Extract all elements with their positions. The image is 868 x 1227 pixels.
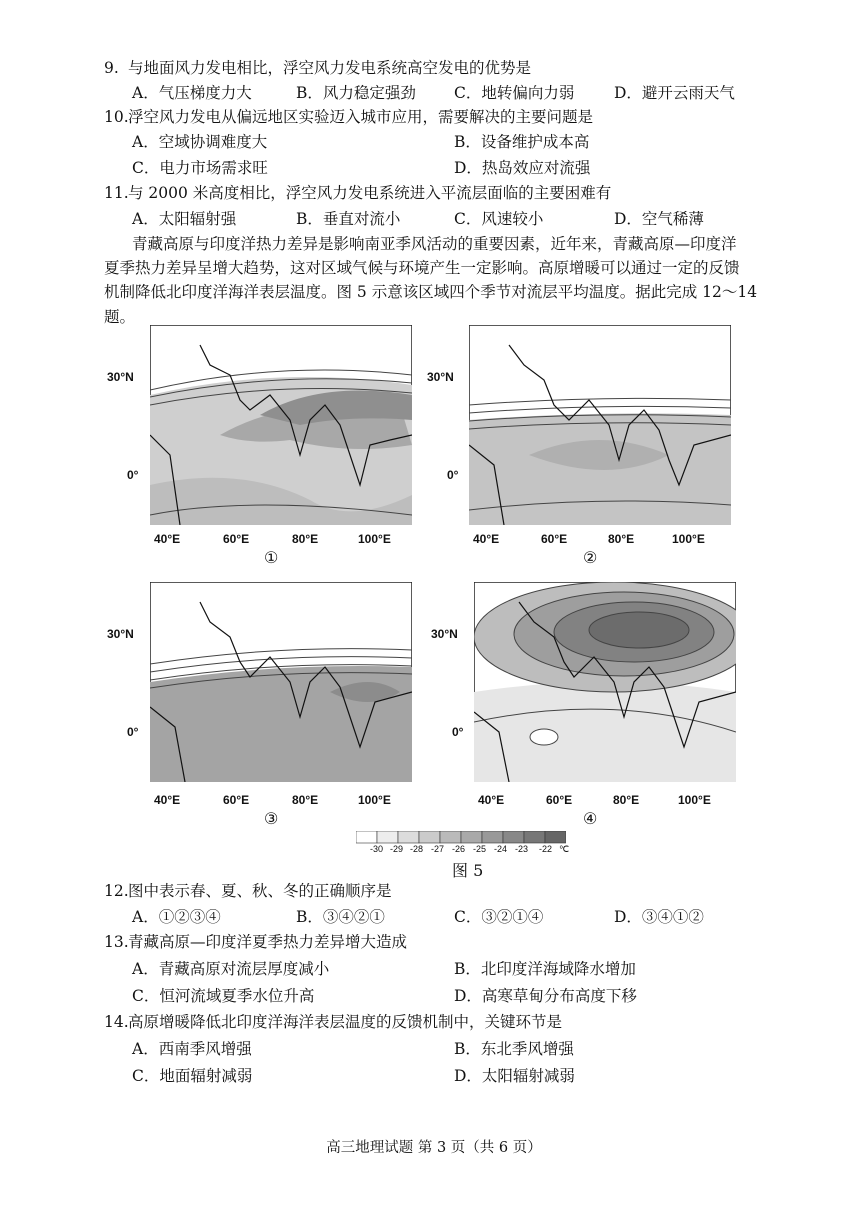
legend-swatch: [524, 831, 545, 843]
q12-option-c: C．③②①④: [454, 908, 544, 926]
legend-swatch: [545, 831, 566, 843]
legend-label-m28: -28: [410, 844, 424, 854]
q13-option-a: A．青藏高原对流层厚度减小: [132, 960, 330, 978]
p2-lon-40e: 40°E: [473, 532, 500, 546]
p4-lon-40e: 40°E: [478, 793, 505, 807]
p1-lon-60e: 60°E: [223, 532, 250, 546]
q9-option-c: C．地转偏向力弱: [454, 84, 575, 102]
p4-lat-30n: 30°N: [431, 627, 458, 641]
legend-label-m26: -26: [452, 844, 466, 854]
q14-option-d: D．太阳辐射减弱: [454, 1067, 575, 1085]
q12-option-d: D．③④①②: [614, 908, 704, 926]
question-10: 10.浮空风力发电从偏远地区实验迈入城市应用，需要解决的主要问题是: [104, 108, 594, 126]
p1-lon-80e: 80°E: [292, 532, 319, 546]
q12-option-a: A．①②③④: [132, 908, 221, 926]
p2-lon-60e: 60°E: [541, 532, 568, 546]
map-panel-2: [469, 325, 731, 525]
passage-line-3: 机制降低北印度洋海洋表层温度。图 5 示意该区域四个季节对流层平均温度。据此完成 12～14: [104, 283, 758, 301]
p3-lon-100e: 100°E: [358, 793, 391, 807]
legend-swatch: [419, 831, 440, 843]
panel-label-2: ②: [583, 548, 598, 567]
question-11: 11.与 2000 米高度相比，浮空风力发电系统进入平流层面临的主要困难有: [104, 184, 612, 202]
panel-label-1: ①: [264, 548, 279, 567]
q14-option-b: B．东北季风增强: [454, 1040, 574, 1058]
map-panel-4: [474, 582, 736, 782]
q11-option-a: A．太阳辐射强: [132, 210, 237, 228]
legend-swatch: [356, 831, 377, 843]
legend-color-bar: [356, 831, 566, 845]
legend-label-m25: -25: [473, 844, 487, 854]
p3-lat-30n: 30°N: [107, 627, 134, 641]
q10-option-a: A．空域协调难度大: [132, 133, 268, 151]
q9-option-a: A．气压梯度力大: [132, 84, 252, 102]
q10-option-c: C．电力市场需求旺: [132, 159, 268, 177]
legend-swatch: [503, 831, 524, 843]
p1-lon-40e: 40°E: [154, 532, 181, 546]
p4-lat-0: 0°: [452, 725, 464, 739]
legend-label-m27: -27: [431, 844, 445, 854]
p2-lat-0: 0°: [447, 468, 459, 482]
p3-lon-40e: 40°E: [154, 793, 181, 807]
legend-label-m22: -22: [539, 844, 553, 854]
q11-option-c: C．风速较小: [454, 210, 544, 228]
q13-option-c: C．恒河流域夏季水位升高: [132, 987, 315, 1005]
legend-swatch: [461, 831, 482, 843]
legend-swatch: [377, 831, 398, 843]
panel-label-3: ③: [264, 809, 279, 828]
q11-option-b: B．垂直对流小: [296, 210, 401, 228]
p1-lat-0: 0°: [127, 468, 139, 482]
legend-label-m29: -29: [390, 844, 404, 854]
legend-label-m24: -24: [494, 844, 508, 854]
question-14: 14.高原增暖降低北印度洋海洋表层温度的反馈机制中，关键环节是: [104, 1013, 563, 1031]
p3-lon-60e: 60°E: [223, 793, 250, 807]
question-13: 13.青藏高原—印度洋夏季热力差异增大造成: [104, 933, 408, 951]
p1-lon-100e: 100°E: [358, 532, 391, 546]
map-panel-1: [150, 325, 412, 525]
page-footer: 高三地理试题 第 3 页（共 6 页）: [326, 1140, 542, 1156]
p3-lon-80e: 80°E: [292, 793, 319, 807]
p3-lat-0: 0°: [127, 725, 139, 739]
legend-swatch: [398, 831, 419, 843]
question-12: 12.图中表示春、夏、秋、冬的正确顺序是: [104, 882, 392, 900]
q10-option-d: D．热岛效应对流强: [454, 159, 591, 177]
legend-swatch: [482, 831, 503, 843]
q9-option-b: B．风力稳定强劲: [296, 84, 416, 102]
color-legend: [356, 830, 570, 854]
p2-lon-80e: 80°E: [608, 532, 635, 546]
legend-unit: ℃: [559, 844, 570, 854]
legend-label-m30: -30: [370, 844, 384, 854]
question-9: 9. 与地面风力发电相比，浮空风力发电系统高空发电的优势是: [104, 59, 532, 77]
q13-option-b: B．北印度洋海域降水增加: [454, 960, 636, 978]
panel-label-4: ④: [583, 809, 598, 828]
p4-lon-100e: 100°E: [678, 793, 711, 807]
legend-swatch: [440, 831, 461, 843]
map-panel-3: [150, 582, 412, 782]
passage-line-1: 青藏高原与印度洋热力差异是影响南亚季风活动的重要因素，近年来，青藏高原—印度洋: [132, 235, 737, 253]
q11-option-d: D．空气稀薄: [614, 210, 704, 228]
q10-option-b: B．设备维护成本高: [454, 133, 590, 151]
passage-line-4: 题。: [104, 308, 136, 326]
figure-caption: 图 5: [452, 861, 484, 880]
q13-option-d: D．高寒草甸分布高度下移: [454, 987, 637, 1005]
q9-option-d: D．避开云雨天气: [614, 84, 735, 102]
q14-option-a: A．西南季风增强: [132, 1040, 252, 1058]
p1-lat-30n: 30°N: [107, 370, 134, 384]
p4-lon-60e: 60°E: [546, 793, 573, 807]
legend-label-m23: -23: [515, 844, 529, 854]
q14-option-c: C．地面辐射减弱: [132, 1067, 253, 1085]
p2-lon-100e: 100°E: [672, 532, 705, 546]
passage-line-2: 夏季热力差异呈增大趋势，这对区域气候与环境产生一定影响。高原增暖可以通过一定的反馈: [104, 259, 740, 277]
p2-lat-30n: 30°N: [427, 370, 454, 384]
p4-lon-80e: 80°E: [613, 793, 640, 807]
q12-option-b: B．③④②①: [296, 908, 385, 926]
